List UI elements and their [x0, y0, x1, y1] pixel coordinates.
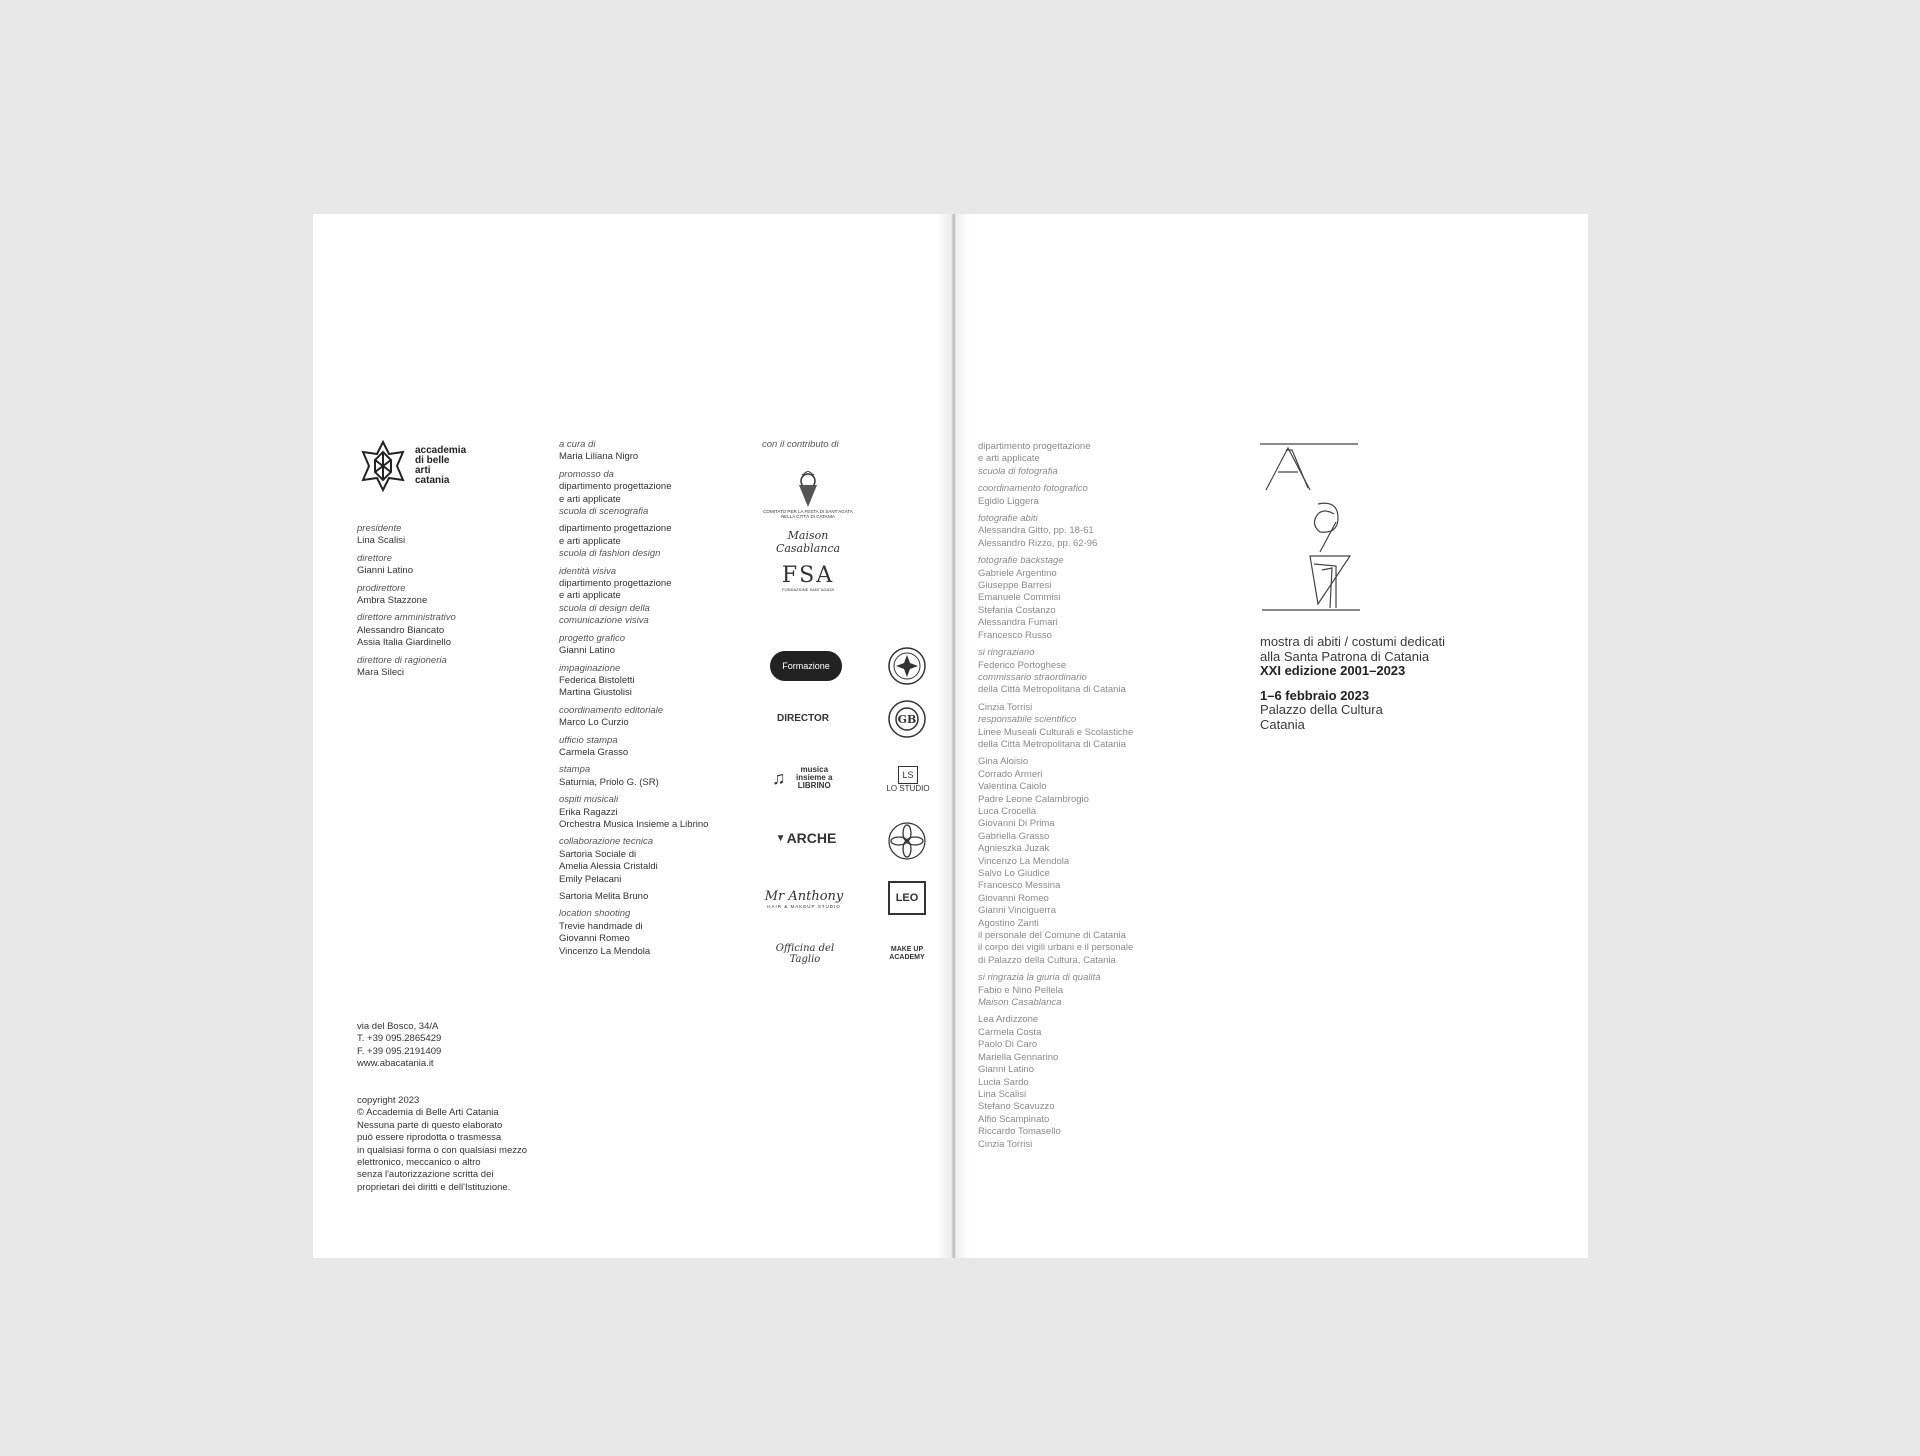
mr-anthony-subtitle: HAIR & MAKEUP STUDIO — [767, 904, 841, 909]
credits-list — [559, 439, 729, 963]
credit-value: Alfio Scampinato — [978, 1113, 1050, 1125]
credit-value: Vincenzo La Mendola — [978, 855, 1070, 867]
book-gutter — [936, 214, 970, 1258]
credit-role: scuola di scenografia — [559, 506, 649, 518]
contact-line: www.abacatania.it — [357, 1058, 434, 1070]
credit-value: Martina Giustolisi — [559, 687, 632, 699]
credit-value: Alessandro Rizzo, pp. 62-96 — [978, 537, 1098, 549]
credit-value: Gianni Latino — [559, 645, 615, 657]
credit-role: scuola di design della — [559, 602, 650, 614]
credit-role: comunicazione visiva — [559, 615, 649, 627]
credit-value: Gabriella Grasso — [978, 830, 1050, 842]
credit-value: Giuseppe Barresi — [978, 580, 1052, 592]
lo-studio-text: LO STUDIO — [886, 783, 930, 793]
casablanca-logo: Maison Casablanca — [775, 529, 841, 555]
credit-value: Lina Scalisi — [978, 1088, 1027, 1100]
credit-value: Erika Ragazzi — [559, 806, 618, 818]
credit-role: responsabile scientifico — [978, 714, 1077, 726]
flower-emblem-icon — [887, 821, 927, 861]
credit-label: direttore di ragioneria — [357, 654, 447, 666]
credit-block — [978, 702, 1158, 752]
event-venue-line: Catania — [1260, 716, 1305, 732]
credit-block — [559, 523, 729, 560]
credit-value: Carmela Grasso — [559, 746, 629, 758]
credit-block — [559, 439, 729, 464]
credit-value: Carmela Costa — [978, 1026, 1042, 1038]
sponsors-heading-text: con il contributo di — [762, 439, 839, 450]
credit-value: Mariella Gennarino — [978, 1051, 1059, 1063]
credit-block — [978, 483, 1158, 508]
credit-block — [559, 566, 729, 628]
credit-value: Corrado Armeri — [978, 768, 1043, 780]
credit-label: fotografie backstage — [978, 555, 1064, 567]
credit-value: Gianni Latino — [357, 565, 413, 577]
credit-label: identità visiva — [559, 565, 617, 577]
credit-value: Stefania Costanzo — [978, 604, 1056, 616]
credit-label: prodirettore — [357, 582, 406, 594]
credit-role: scuola di fashion design — [559, 548, 661, 560]
credit-value: Amelia Alessia Cristaldi — [559, 861, 658, 873]
credit-value: Sartoria Melita Bruno — [559, 891, 649, 902]
credit-value: Orchestra Musica Insieme a Librino — [559, 818, 709, 830]
fsa-subtitle: FONDAZIONE SANT'AGATA — [782, 586, 834, 592]
gb-logo — [886, 698, 928, 740]
copyright-line: Nessuna parte di questo elaborato — [357, 1119, 503, 1131]
credit-value: della Città Metropolitana di Catania — [978, 684, 1126, 696]
credit-block — [559, 764, 729, 789]
copyright-line: in qualsiasi forma o con qualsiasi mezzo — [357, 1144, 528, 1156]
aba-name-line: catania — [415, 475, 450, 486]
credit-value: Trevie handmade di — [559, 920, 643, 932]
gb-text: GB — [897, 712, 917, 726]
mr-anthony-logo — [762, 884, 846, 914]
credit-block — [978, 441, 1158, 478]
aba-name — [415, 446, 466, 486]
credit-value: Francesco Messina — [978, 880, 1061, 892]
music-note-icon: ♫ — [772, 768, 786, 788]
credit-label: coordinamento fotografico — [978, 483, 1088, 495]
credit-block — [978, 756, 1158, 967]
fsa-letters: FSA — [781, 562, 835, 588]
credit-value: Lucia Sardo — [978, 1076, 1029, 1088]
credit-label: location shooting — [559, 908, 631, 920]
credit-value: Salvo Lo Giudice — [978, 868, 1050, 879]
credit-block — [559, 705, 729, 730]
credit-value: Giovanni Di Prima — [978, 818, 1055, 830]
sponsors-heading — [762, 439, 902, 451]
acknowledgements-list — [978, 441, 1158, 1156]
event-desc-line: mostra di abiti / costumi dedicati — [1260, 634, 1445, 649]
credit-value: Luca Crocellà — [978, 805, 1037, 817]
copyright-line: proprietari dei diritti e dell'Istituzione. — [357, 1181, 511, 1193]
credit-block — [559, 469, 729, 519]
credit-value: di Palazzo della Cultura, Catania — [978, 954, 1116, 966]
credit-value: Mara Sileci — [357, 667, 404, 679]
credit-block — [559, 663, 729, 700]
credit-value: Francesco Russo — [978, 629, 1052, 641]
event-venue-line: Palazzo della Cultura — [1260, 702, 1383, 717]
credit-value: Lea Ardizzone — [978, 1014, 1039, 1026]
credit-label: ospiti musicali — [559, 794, 619, 806]
director-logo: DIRECTOR — [776, 712, 830, 724]
credit-block — [978, 555, 1158, 642]
credit-value: Gianni Latino — [978, 1064, 1034, 1076]
fsa-logo — [768, 562, 848, 594]
credit-value: dipartimento progettazione — [559, 578, 672, 590]
credit-label: si ringrazia la giuria di qualità — [978, 972, 1101, 984]
credit-value: Cinzia Torrisi — [978, 1138, 1033, 1150]
credit-block — [978, 647, 1158, 697]
credit-value: e arti applicate — [559, 535, 621, 547]
credit-block — [978, 513, 1158, 550]
credit-value: Lina Scalisi — [357, 535, 406, 547]
credit-value: Riccardo Tomasello — [978, 1126, 1061, 1138]
copyright-line: senza l'autorizzazione scritta dei — [357, 1169, 494, 1181]
credit-value: Marco Lo Curzio — [559, 717, 629, 729]
event-edition: XXI edizione 2001–2023 — [1260, 663, 1406, 678]
credit-label: si ringraziano — [978, 647, 1035, 659]
credit-value: Cinzia Torrisi — [978, 701, 1033, 713]
credit-value: Agostino Zanti — [978, 917, 1039, 929]
credit-value: Giovanni Romeo — [559, 933, 630, 945]
aba-logo — [357, 440, 487, 492]
credit-block — [357, 553, 507, 578]
copyright-line: copyright 2023 — [357, 1095, 420, 1106]
credit-label: coordinamento editoriale — [559, 704, 664, 716]
credit-value: Alessandro Biancato — [357, 624, 445, 636]
copyright-line: elettronico, meccanico o altro — [357, 1157, 481, 1169]
contacts — [357, 1021, 507, 1071]
event-info — [1260, 635, 1445, 732]
makeup-academy-logo: MAKE UP ACADEMY — [889, 946, 925, 961]
credit-value: Maria Liliana Nigro — [559, 451, 639, 463]
credit-block — [978, 1014, 1158, 1150]
staff-list — [357, 523, 507, 684]
credit-label: impaginazione — [559, 662, 621, 674]
credit-value: Egidio Liggera — [978, 495, 1039, 507]
credit-value: il corpo dei vigili urbani e il personale — [978, 942, 1134, 954]
credit-role: scuola di fotografia — [978, 465, 1058, 477]
saint-agatha-icon — [793, 471, 823, 509]
credit-label: direttore — [357, 552, 392, 564]
credit-label: fotografie abiti — [978, 513, 1038, 525]
credit-label: progetto grafico — [559, 632, 626, 644]
credit-value: Federico Portoghese — [978, 659, 1067, 671]
flower-logo — [886, 820, 928, 862]
credit-value: Giovanni Romeo — [978, 892, 1049, 904]
credit-value: Vincenzo La Mendola — [559, 945, 651, 957]
credit-value: il personale del Comune di Catania — [978, 930, 1126, 942]
credit-label: direttore amministrativo — [357, 612, 456, 624]
aba-name-line: di belle — [415, 455, 450, 466]
ls-box-icon: LS — [898, 766, 918, 784]
comitato-text: COMITATO PER LA FESTA DI SANT'AGATA NELLA CITTÀ DI CATANIA — [763, 509, 853, 519]
arche-triangle-icon: ▼ — [775, 832, 786, 844]
credit-block — [559, 735, 729, 760]
credit-value: Alessandra Fumari — [978, 617, 1058, 629]
event-dates: 1–6 febbraio 2023 — [1260, 687, 1370, 703]
aba-star-icon — [357, 440, 409, 492]
cross-logo — [886, 645, 928, 687]
credit-value: Padre Leone Calambrogio — [978, 793, 1089, 805]
contact-line: via del Bosco, 34/A — [357, 1021, 439, 1032]
credit-value: Assia Italia Giardinello — [357, 637, 451, 649]
credit-label: promosso da — [559, 468, 614, 480]
credit-label: collaborazione tecnica — [559, 836, 654, 848]
musica-insieme-logo — [772, 762, 840, 794]
contact-line: F. +39 095.2191409 — [357, 1045, 442, 1057]
credit-block — [559, 633, 729, 658]
credit-block — [357, 523, 507, 548]
aba-name-line: accademia — [415, 445, 467, 456]
credit-value: Saturnia, Priolo G. (SR) — [559, 776, 659, 788]
credit-value: Stefano Scavuzzo — [978, 1101, 1055, 1113]
leo-logo — [886, 876, 928, 920]
credit-role: Maison Casablanca — [978, 997, 1062, 1009]
lo-studio-logo — [880, 760, 936, 798]
copyright-line: può essere riprodotta o trasmessa — [357, 1132, 502, 1144]
credit-value: Agnieszka Juzak — [978, 843, 1050, 855]
credit-value: e arti applicate — [978, 453, 1040, 465]
credit-value: Paolo Di Caro — [978, 1039, 1038, 1051]
credit-block — [357, 583, 507, 608]
credit-block — [559, 794, 729, 831]
credit-value: dipartimento progettazione — [978, 441, 1091, 452]
credit-value: Valentina Caiolo — [978, 781, 1047, 793]
credit-value: Gabriele Argentino — [978, 567, 1057, 579]
arche-text: ARCHE — [786, 830, 837, 846]
cross-emblem-icon — [887, 646, 927, 686]
musica-insieme-text: musica insieme a LIBRINO — [796, 765, 833, 790]
credit-block — [357, 655, 507, 680]
credit-label: presidente — [357, 523, 402, 534]
event-desc-line: alla Santa Patrona di Catania — [1260, 648, 1430, 664]
credit-value: dipartimento progettazione — [559, 523, 672, 535]
credit-value: della Città Metropolitana di Catania — [978, 738, 1126, 750]
credit-value: Fabio e Nino Pellela — [978, 984, 1064, 996]
credit-role: commissario straordinario — [978, 671, 1087, 683]
formazione-logo — [770, 649, 842, 683]
credit-value: Linee Museali Culturali e Scolastiche — [978, 726, 1134, 738]
arche-logo — [768, 826, 844, 850]
credit-value: Alessandra Gitto, pp. 18-61 — [978, 525, 1094, 537]
credit-value: Gianni Vinciguerra — [978, 905, 1056, 917]
mr-anthony-text: Mr Anthony — [764, 889, 844, 904]
a91-logo — [1258, 440, 1363, 615]
copyright-notice — [357, 1095, 557, 1194]
credit-value: Emanuele Commisi — [978, 592, 1061, 604]
credit-label: stampa — [559, 764, 591, 776]
credit-value: Federica Bistoletti — [559, 674, 635, 686]
credit-label: ufficio stampa — [559, 734, 618, 746]
credit-value: Gina Aloisio — [978, 756, 1029, 768]
aba-name-line: arti — [415, 465, 431, 476]
credit-block — [357, 612, 507, 649]
credit-value: e arti applicate — [559, 590, 621, 602]
credit-block — [978, 972, 1158, 1009]
leo-text: LEO — [888, 881, 926, 915]
copyright-line: © Accademia di Belle Arti Catania — [357, 1107, 499, 1119]
credit-label: a cura di — [559, 439, 596, 450]
credit-block — [559, 891, 729, 903]
formazione-text: Formazione — [770, 651, 842, 681]
credit-block — [559, 836, 729, 886]
comitato-logo — [758, 468, 858, 522]
officina-taglio-logo: Officina del Taglio — [775, 943, 835, 965]
credit-value: Emily Pelacani — [559, 873, 622, 885]
credit-block — [559, 908, 729, 958]
credit-value: e arti applicate — [559, 493, 621, 505]
contact-line: T. +39 095.2865429 — [357, 1033, 442, 1045]
credit-value: dipartimento progettazione — [559, 481, 672, 493]
credit-value: Sartoria Sociale di — [559, 848, 637, 860]
credit-value: Ambra Stazzone — [357, 595, 428, 607]
